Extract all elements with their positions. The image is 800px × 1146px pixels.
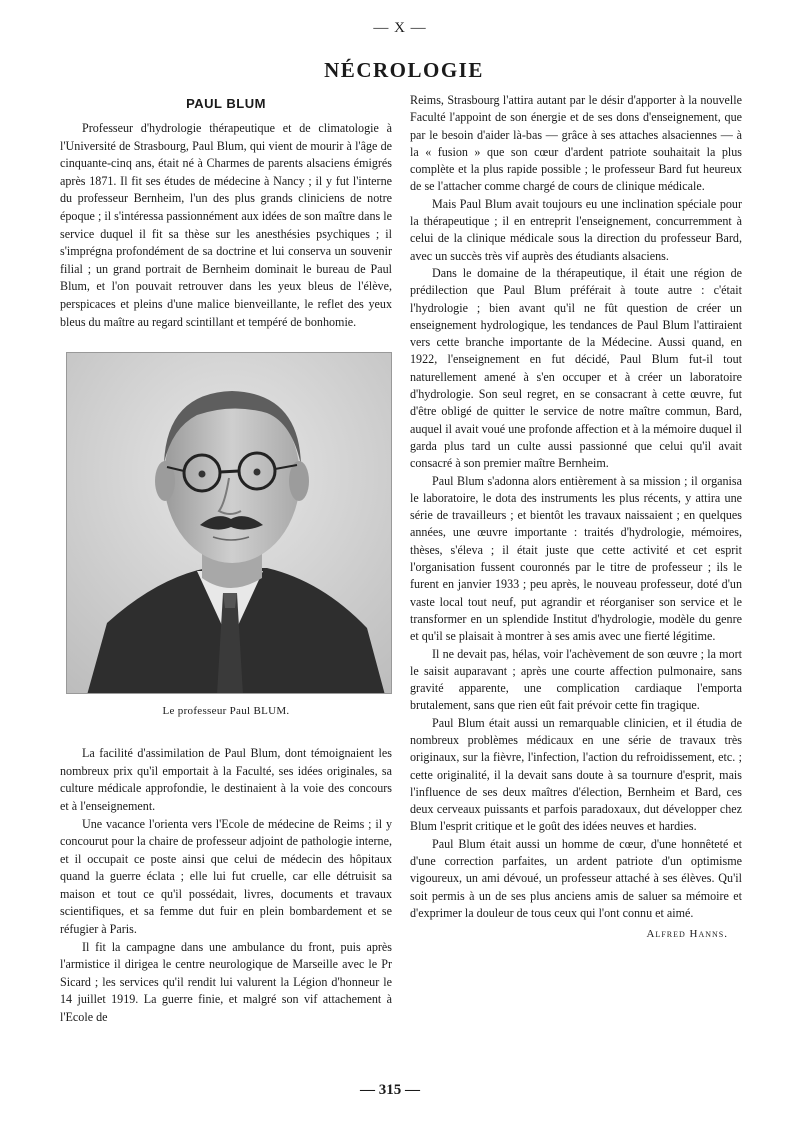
page-number: — 315 — (360, 1082, 420, 1098)
paragraph: Paul Blum était aussi un homme de cœur, d'une honnêteté et d'une correction parfaites, un ardent patriote d'un optimisme vigoureux, un ami dévoué, un professeur attaché à ses élèves. Qu'il soit permis à un de ses plus anciens amis de saluer sa mémoire et d'exprimer la douleur de tous ceux qui l'ont connu et aimé. (410, 836, 742, 920)
article-title: PAUL BLUM (186, 96, 266, 111)
paragraph: Mais Paul Blum avait toujours eu une inclination spéciale pour la thérapeutique ; il en entreprit l'enseignement, concurremment à celui de la clinique médicale sous la direction du professeur Bard, avec un succès très vif auprès des étudiants alsaciens. (410, 196, 742, 263)
portrait-image (67, 353, 392, 694)
paragraph: Il fit la campagne dans une ambulance du front, puis après l'armistice il dirigea le centre neurologique de Marseille avec le Pr Sicard ; les services qu'il rendit lui valurent la Légion d'honneur le 14 juillet 1919. La guerre finie, et malgré son vif attachement à l'Ecole de (60, 939, 392, 1025)
right-column (410, 92, 742, 940)
paragraph: Il ne devait pas, hélas, voir l'achèvement de son œuvre ; la mort le saisit auparavant ; après une courte affection pulmonaire, sans gravité apparente, une complication cardiaque l'emporta brutalement, sans que rien eût fait prévoir cette fin tragique. (410, 646, 742, 713)
paragraph: La facilité d'assimilation de Paul Blum, dont témoignaient les nombreux prix qu'il emportait à la Faculté, ses idées originales, sa culture médicale approfondie, le destinaient à la voie des concours et à l'enseignement. (60, 746, 392, 813)
left-column (60, 96, 392, 1027)
section-title: NÉCROLOGIE (324, 58, 484, 82)
paragraph: Paul Blum était aussi un remarquable clinicien, et il étudia de nombreux problèmes médicaux en une série de travaux très originaux, sur la fièvre, l'infection, l'action du refroidissement, etc. ; cette originalité, il la devait sans doute à sa tournure d'esprit, mais l'influence de ses deux maîtres d'élection, Bernheim et Bard, ces deux cerveaux puissants et parfois paradoxaux, dut développer chez Blum l'esprit critique et le goût des idées neuves et hardies. (410, 715, 742, 834)
author-signature: Alfred Hanns. (646, 928, 728, 941)
paragraph: Dans le domaine de la thérapeutique, il était une région de prédilection que Paul Blum préférait à toute autre : c'était l'hydrologie ; bien avant qu'il ne fût question de créer un enseignement hydrologique, les tendances de Paul Blum l'attiraient vers cette branche importante de la Médecine. Aussi quand, en 1922, l'enseignement en fut décidé, Paul Blum fut-il tout naturellement amené à s'en occuper et à créer un laboratoire d'hydrologie. Son seul regret, en se consacrant à cette œuvre, fut d'être obligé de quitter le service de notre maître commun, Bard, auquel il avait voué une profonde affection et à la mémoire duquel il garda plus tard un culte aussi passionné que celui qu'il avait consacré à son premier maître Bernheim. (410, 265, 742, 471)
photo-caption: Le professeur Paul BLUM. (162, 705, 290, 718)
paragraph: Reims, Strasbourg l'attira autant par le désir d'apporter à la nouvelle Faculté l'appoint de son énergie et de ses dons d'enseignement, que par le besoin d'aider là-bas — grâce à ses attaches alsaciennes — à la « fusion » que son cœur d'ardent patriote souhaitait la plus complète et la plus rapide possible ; le professeur Bard fut heureux de se l'attacher comme chargé de cours de clinique médicale. (410, 93, 742, 194)
roman-page-marker: — X — (373, 20, 427, 36)
paragraph: Paul Blum s'adonna alors entièrement à sa mission ; il organisa le laboratoire, le dota des instruments les plus récents, y attira une série de travailleurs ; et bientôt les travaux naissaient ; en quelques années, une œuvre importante : traités d'hydrologie, mémoires, thèses, s'éleva ; il était juste que cette activité et cet esprit l'organisation fussent couronnés par le titre de professeur ; ils le furent en janvier 1933 ; peu après, le nouveau professeur, doté d'un vaste local tout neuf, put agrandir et réorganiser son service et le transformer en un splendide Institut d'hydrologie, modèle du genre et qu'il se plaisait à montrer à ses amis avec une fierté légitime. (410, 473, 742, 644)
paragraph: Professeur d'hydrologie thérapeutique et de climatologie à l'Université de Strasbourg, Paul Blum, qui vient de mourir à l'âge de cinquante-cinq ans, était né à Charmes de parents alsaciens émigrés après 1871. Il fit ses études de médecine à Nancy ; il y fut l'interne du professeur Bernheim, l'un des plus grands cliniciens de notre époque ; il s'intéressa passionnément aux idées de son maître dans le service duquel il fit sa thèse sur les anesthésies psychiques ; il s'imprégna profondément de sa doctrine et lui conserva un souvenir filial ; un grand portrait de Bernheim dominait le bureau de Paul Blum, et l'on pouvait retrouver dans les yeux bleus de l'élève, perspicaces et pleins d'une malice bienveillante, le reflet des yeux bleus du maître au regard scintillant et tempéré de bonhomie. (60, 121, 392, 329)
portrait-photo (66, 352, 392, 694)
paragraph: Une vacance l'orienta vers l'Ecole de médecine de Reims ; il y concourut pour la chaire de professeur adjoint de pathologie interne, et il occupait ce poste ainsi que celui de médecin des hôpitaux quand la guerre éclata ; elle lui fut cruelle, car elle détruisit sa maison et tout ce qu'il possédait, livres, documents et travaux scientifiques, et sa femme dut fuir en plein bombardement et se réfugier à Paris. (60, 816, 392, 937)
